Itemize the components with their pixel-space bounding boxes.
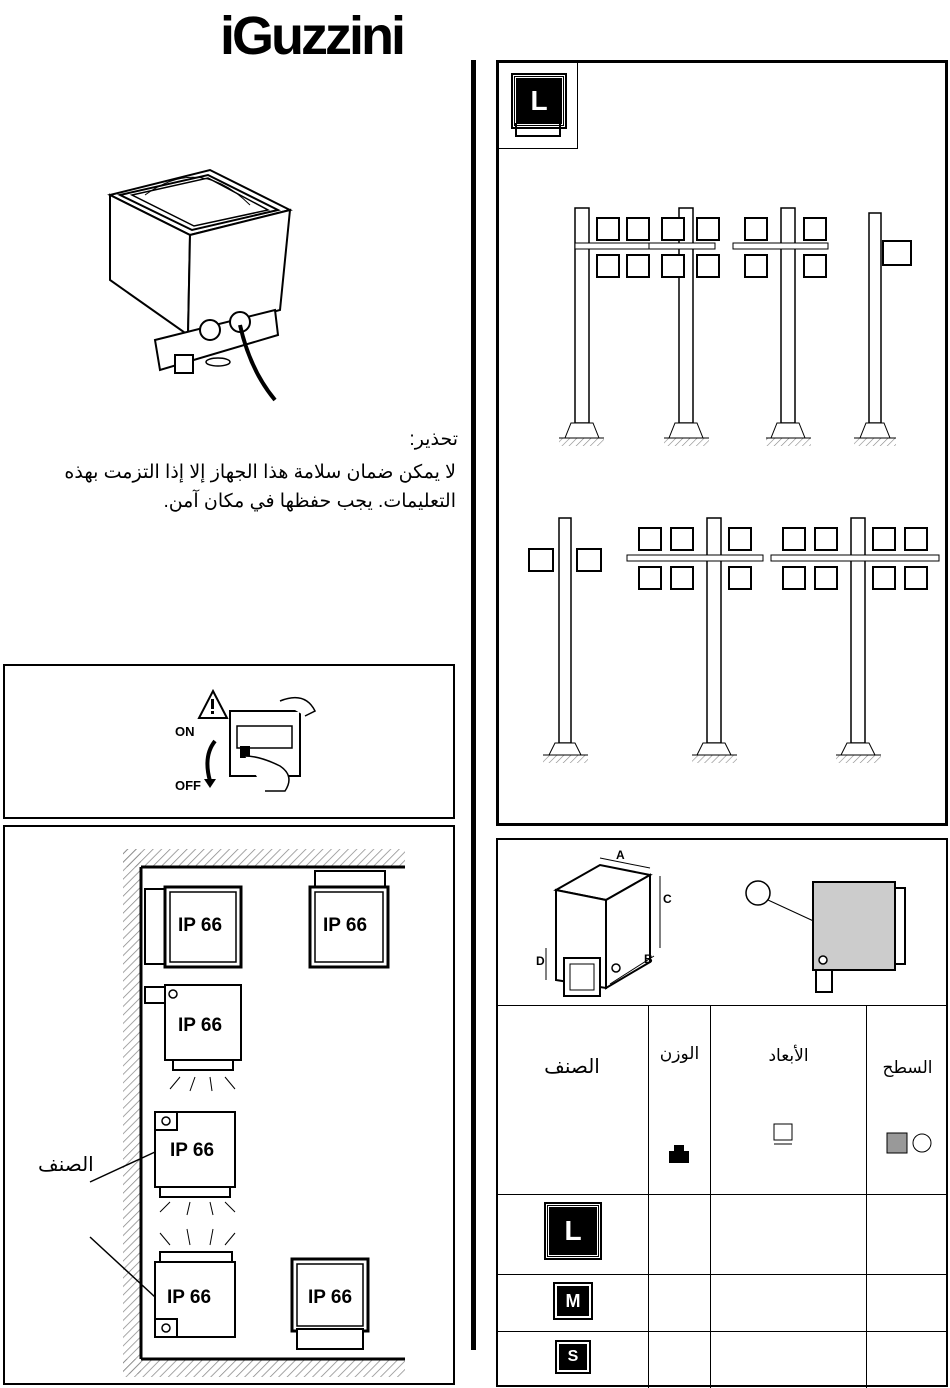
brand-logo-text: iGuzzini [220, 6, 403, 62]
weight-icon [664, 1141, 694, 1169]
installation-positions-panel [3, 825, 455, 1385]
ip-label-5: IP 66 [167, 1287, 212, 1308]
size-badge-letter: L [530, 85, 548, 116]
row-badge-l: L [546, 1204, 600, 1258]
header-class: الصنف [544, 1056, 600, 1078]
ip-label-3: IP 66 [178, 1015, 223, 1036]
ip-label-1: IP 66 [178, 915, 223, 936]
brand-logo [220, 2, 460, 62]
pole-diagrams [499, 63, 945, 823]
ip-label-2: IP 66 [323, 915, 368, 936]
dim-a: A [616, 848, 625, 862]
warning-title: تحذير: [409, 429, 458, 450]
pole-mounting-panel [496, 60, 948, 826]
power-switch-panel [3, 664, 455, 819]
dim-c: C [663, 892, 672, 906]
ip-label-4: IP 66 [170, 1140, 215, 1161]
dimensions-icon [772, 1122, 796, 1146]
power-switch-illustration [195, 686, 335, 806]
row-badge-s: S [557, 1342, 589, 1372]
switch-on-label: ON [175, 724, 195, 739]
dim-d: D [536, 954, 545, 968]
surface-icon [886, 1130, 932, 1156]
page-divider [471, 60, 476, 1350]
ip-label-6: IP 66 [308, 1287, 353, 1308]
header-surface: السطح [882, 1058, 933, 1077]
header-weight: الوزن [659, 1044, 700, 1063]
switch-off-label: OFF [175, 778, 201, 793]
dimension-illustration [498, 840, 946, 1010]
header-dimensions: الأبعاد [768, 1046, 809, 1065]
dim-b: B [644, 952, 653, 966]
warning-body: لا يمكن ضمان سلامة هذا الجهاز إلا إذا التزمت بهذه التعليمات. يجب حفظها في مكان آمن. [64, 462, 456, 512]
class-side-label: الصنف [38, 1154, 94, 1176]
row-badge-m: M [555, 1284, 591, 1318]
product-illustration [100, 150, 300, 405]
spec-table [496, 1005, 948, 1388]
